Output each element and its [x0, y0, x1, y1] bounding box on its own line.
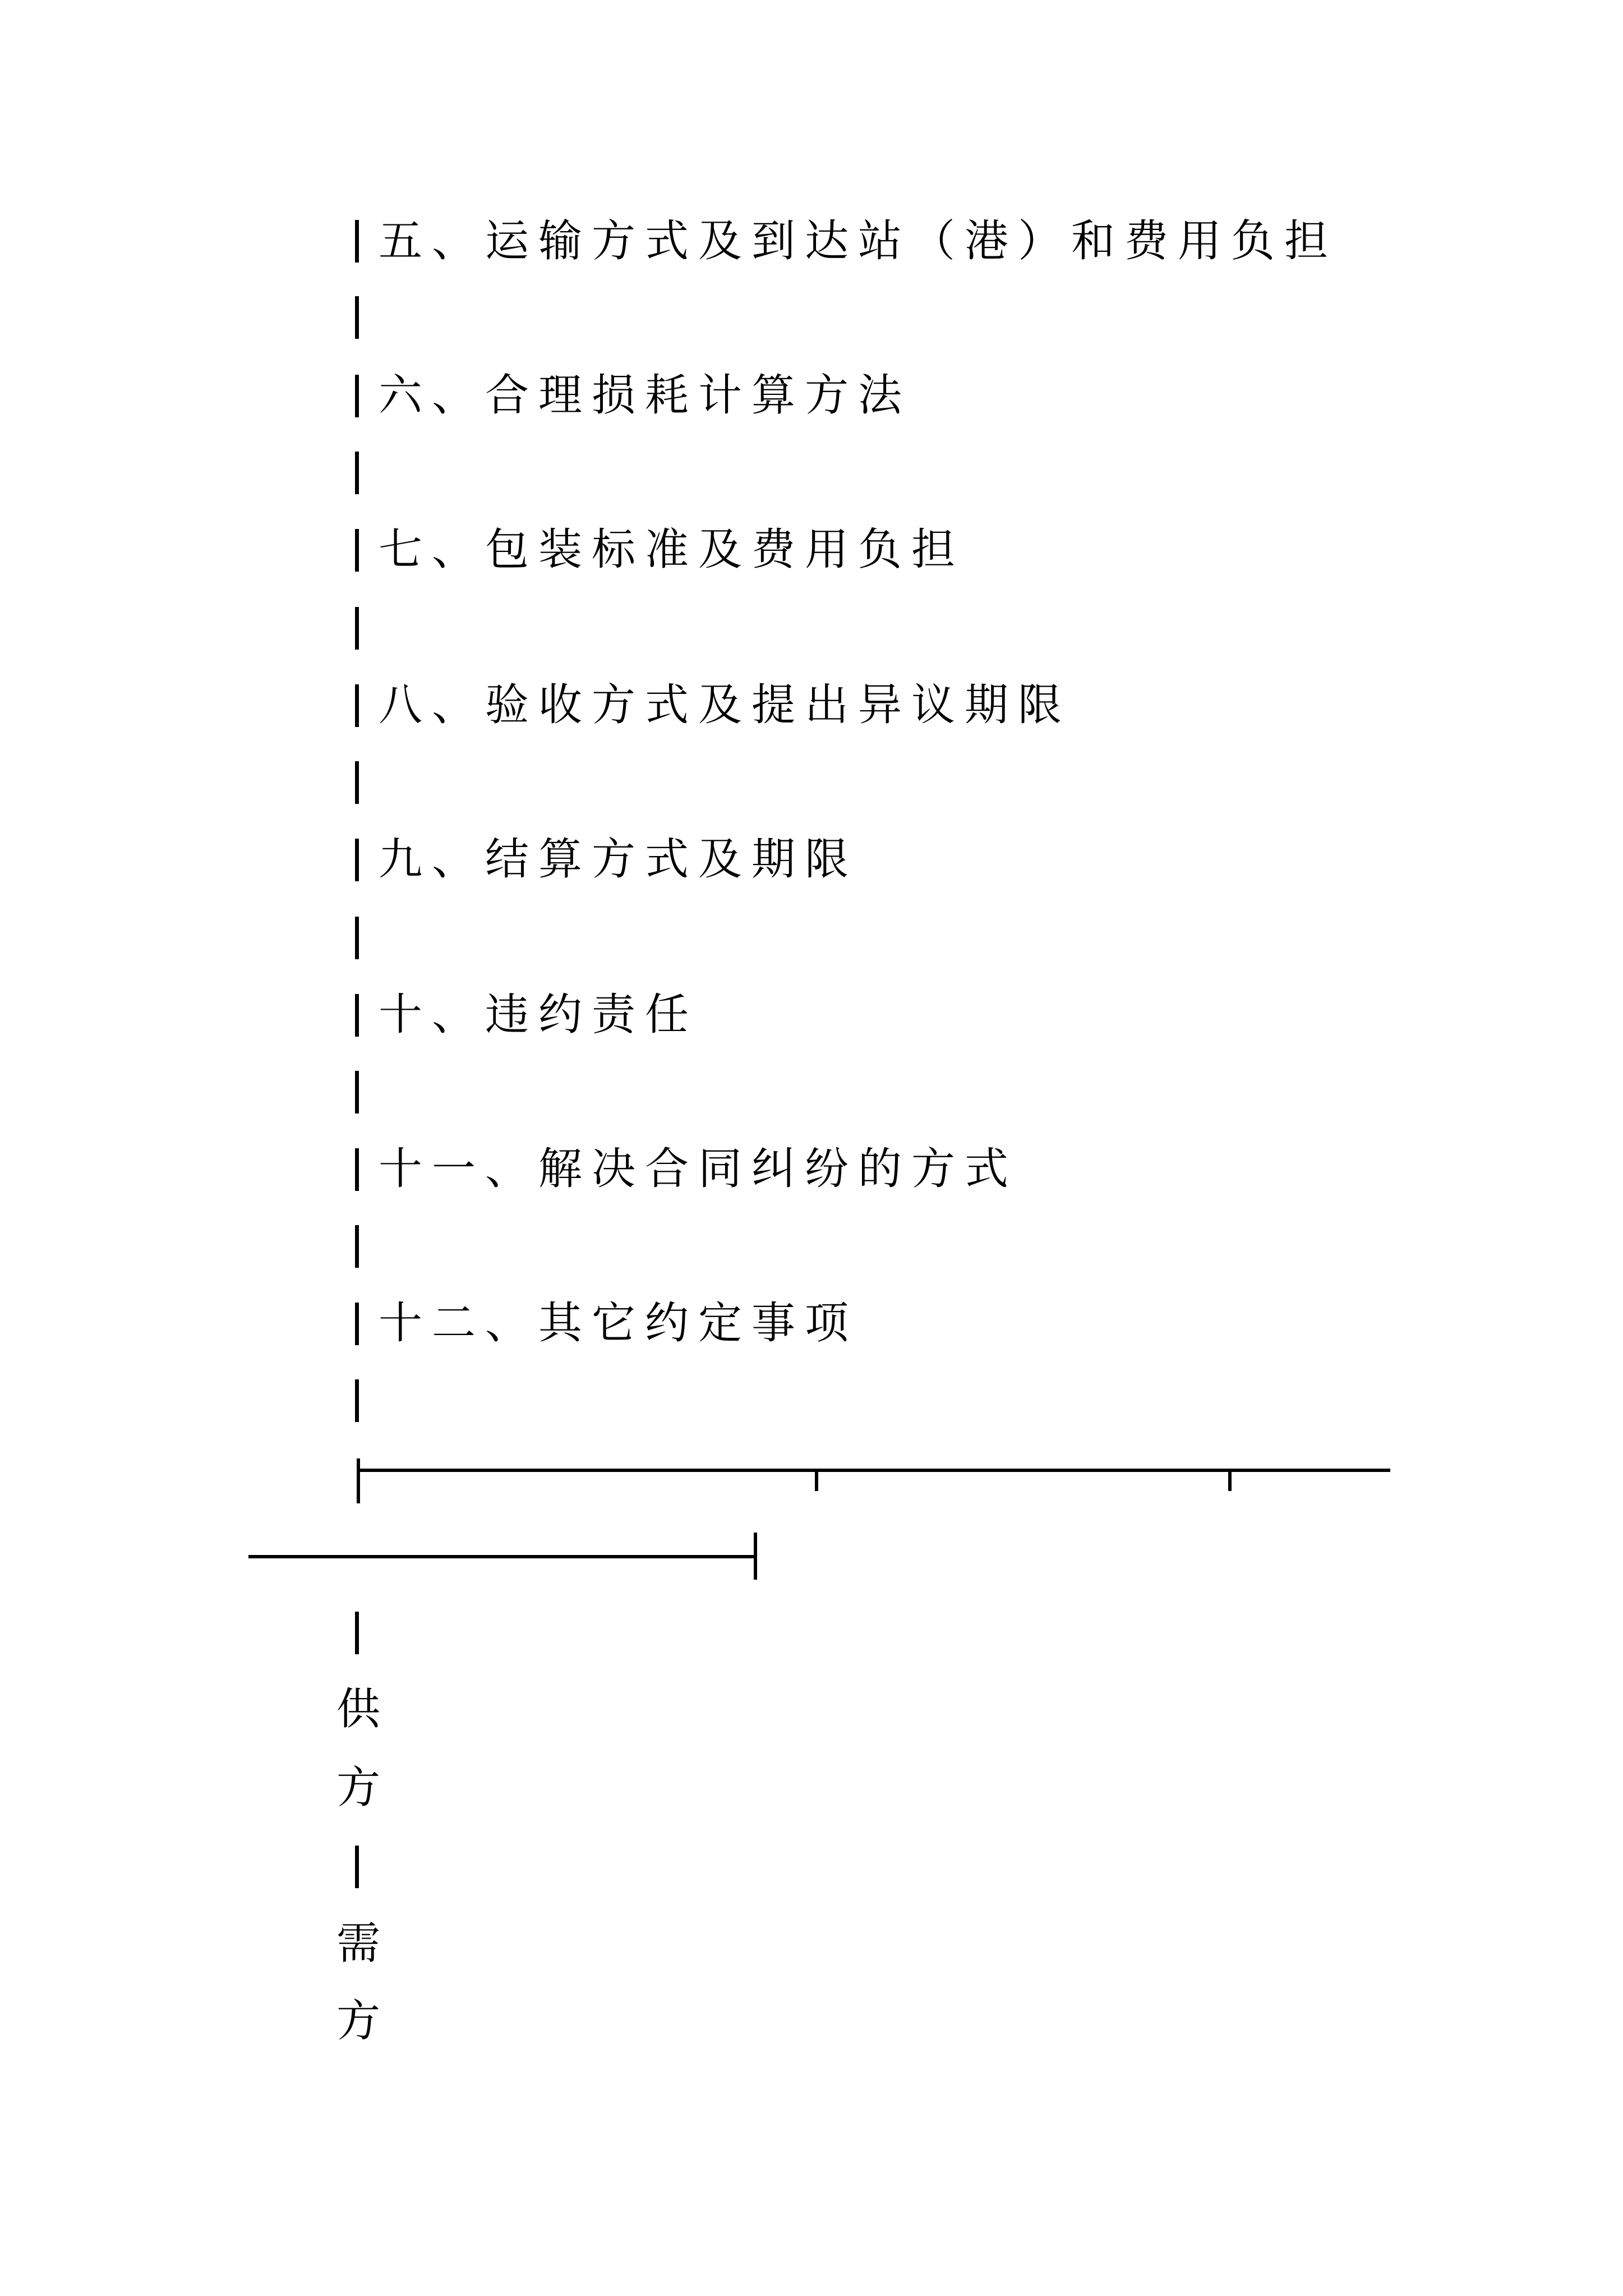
clause-text: 八、验收方式及提出异议期限: [379, 680, 1072, 730]
table-border: [355, 1148, 359, 1191]
table-border: [357, 1469, 1390, 1472]
buyer-label-char: 方: [336, 1996, 381, 2046]
table-border: [355, 1379, 359, 1422]
table-border: [355, 452, 359, 494]
table-border: [355, 529, 359, 572]
table-border: [355, 684, 359, 727]
clause-text: 十、违约责任: [379, 990, 699, 1040]
table-border: [355, 1225, 359, 1268]
table-border: [355, 1846, 359, 1888]
table-border: [355, 296, 359, 339]
buyer-label-char: 需: [336, 1918, 381, 1969]
table-border: [1228, 1469, 1232, 1491]
table-border: [357, 1458, 360, 1503]
table-border: [355, 220, 359, 263]
supplier-label-char: 供: [336, 1684, 381, 1734]
clause-text: 十一、解决合同纠纷的方式: [379, 1144, 1018, 1194]
table-border: [815, 1469, 818, 1491]
supplier-label-char: 方: [336, 1763, 381, 1813]
table-border: [355, 375, 359, 417]
table-border: [248, 1555, 757, 1558]
table-border: [355, 1612, 359, 1654]
table-border: [355, 761, 359, 804]
table-border: [355, 994, 359, 1037]
clause-text: 七、包装标准及费用负担: [379, 524, 965, 575]
table-border: [355, 917, 359, 959]
table-border: [355, 1071, 359, 1114]
clause-text: 九、结算方式及期限: [379, 834, 859, 885]
clause-text: 六、合理损耗计算方法: [379, 370, 912, 421]
clause-text: 十二、其它约定事项: [379, 1298, 859, 1349]
table-border: [355, 839, 359, 881]
table-border: [754, 1533, 757, 1580]
table-border: [355, 1303, 359, 1345]
clause-text: 五、运输方式及到达站（港）和费用负担: [379, 216, 1338, 266]
table-border: [355, 607, 359, 650]
